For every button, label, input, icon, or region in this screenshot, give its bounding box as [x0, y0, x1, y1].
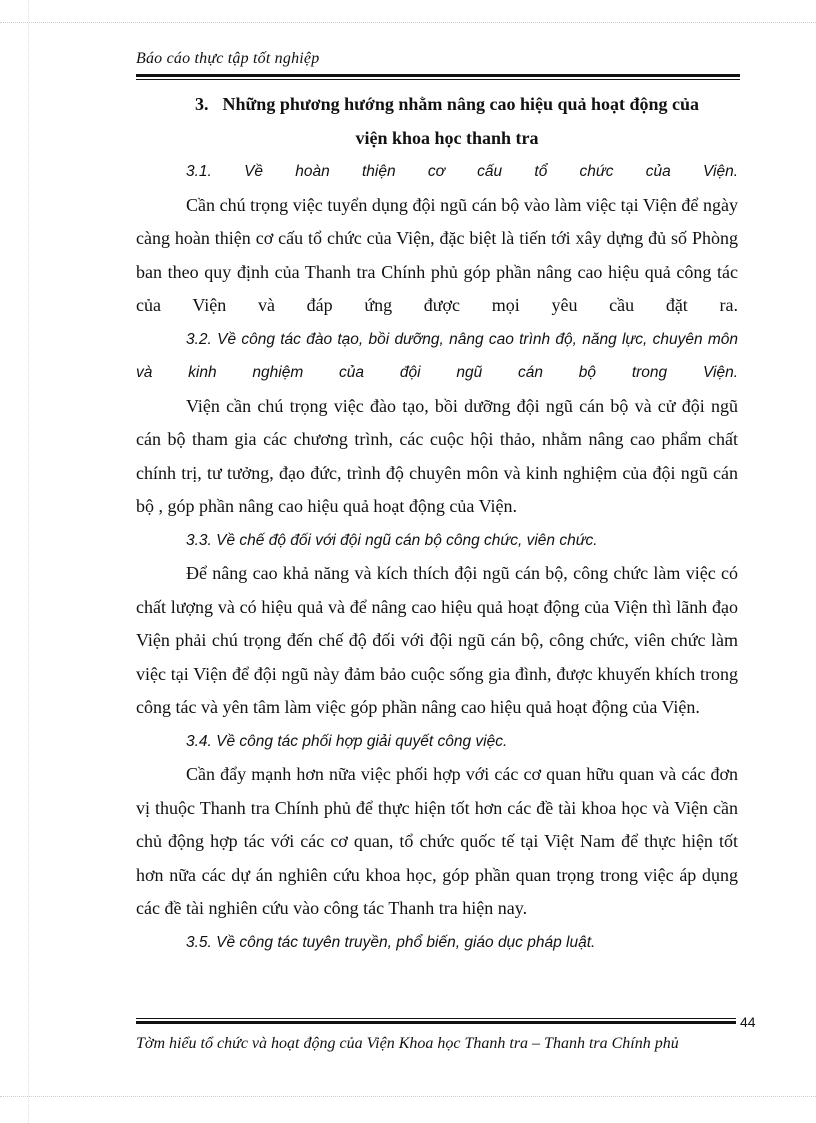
subsection-heading-3-2: 3.2. Về công tác đào tạo, bồi dưỡng, nâng cao trình độ, năng lực, chuyên môn và kinh nghiệm của đội ngũ cán bộ trong Viện. — [136, 330, 738, 381]
subsection-heading-3-5: 3.5. Về công tác tuyên truyền, phổ biến, giáo dục pháp luật. — [186, 933, 596, 951]
paragraph-3-3: Để nâng cao khả năng và kích thích đội ngũ cán bộ, công chức làm việc có chất lượng và có hiệu quả và để nâng cao hiệu quả hoạt động của Viện thì lãnh đạo Viện phải chú trọng đến chế độ đối với đội ngũ cán bộ, công chức, viên chức làm việc tại Viện để đội ngũ này đảm bảo cuộc sống gia đình, được khuyến khích trong công tác và yên tâm làm việc góp phần nâng cao hiệu quả hoạt động của Viện. — [136, 563, 738, 717]
section-heading — [136, 88, 738, 155]
running-header: Báo cáo thực tập tốt nghiệp — [136, 50, 320, 67]
paragraph-3-4: Cần đẩy mạnh hơn nữa việc phối hợp với các cơ quan hữu quan và các đơn vị thuộc Thanh tra Chính phủ để thực hiện tốt hơn các đề tài khoa học và Viện cần chủ động hợp tác với các cơ quan, tổ chức quốc tế tại Việt Nam để thực hiện tốt hơn nữa các dự án nghiên cứu khoa học, góp phần quan trọng trong việc áp dụng các đề tài nghiên cứu vào công tác Thanh tra hiện nay. — [136, 764, 738, 918]
footer-divider — [136, 1018, 736, 1024]
page-border-top — [0, 22, 816, 23]
page-number: 44 — [740, 1014, 756, 1030]
page-body — [136, 88, 738, 959]
section-number: 3. — [195, 94, 209, 114]
page-border-left — [28, 0, 29, 1123]
page-border-bottom — [0, 1096, 816, 1097]
section-title-line1: Những phương hướng nhằm nâng cao hiệu quả hoạt động của — [222, 94, 699, 114]
running-footer: Tờm hiểu tổ chức và hoạt động của Viện Khoa học Thanh tra – Thanh tra Chính phủ — [136, 1035, 679, 1052]
subsection-heading-3-1: 3.1. Về hoàn thiện cơ cấu tổ chức của Viện. — [186, 163, 738, 180]
section-title-line2: viện khoa học thanh tra — [355, 127, 539, 148]
subsection-heading-3-4: 3.4. Về công tác phối hợp giải quyết công việc. — [186, 732, 508, 750]
paragraph-3-1: Cần chú trọng việc tuyển dụng đội ngũ cán bộ vào làm việc tại Viện để ngày càng hoàn thiện cơ cấu tổ chức của Viện, đặc biệt là tiến tới xây dựng đủ số Phòng ban theo quy định của Thanh tra Chính phủ góp phần nâng cao hiệu quả công tác của Viện và đáp ứng được mọi yêu cầu đặt ra. — [136, 194, 738, 315]
header-divider — [136, 74, 740, 80]
subsection-heading-3-3: 3.3. Về chế độ đối với đội ngũ cán bộ công chức, viên chức. — [186, 531, 598, 549]
paragraph-3-2: Viện cần chú trọng việc đào tạo, bồi dưỡng đội ngũ cán bộ và cử đội ngũ cán bộ tham gia các chương trình, các cuộc hội thảo, nhằm nâng cao phẩm chất chính trị, tư tưởng, đạo đức, trình độ chuyên môn và kinh nghiệm của đội ngũ cán bộ , góp phần nâng cao hiệu quả hoạt động của Viện. — [136, 395, 738, 516]
